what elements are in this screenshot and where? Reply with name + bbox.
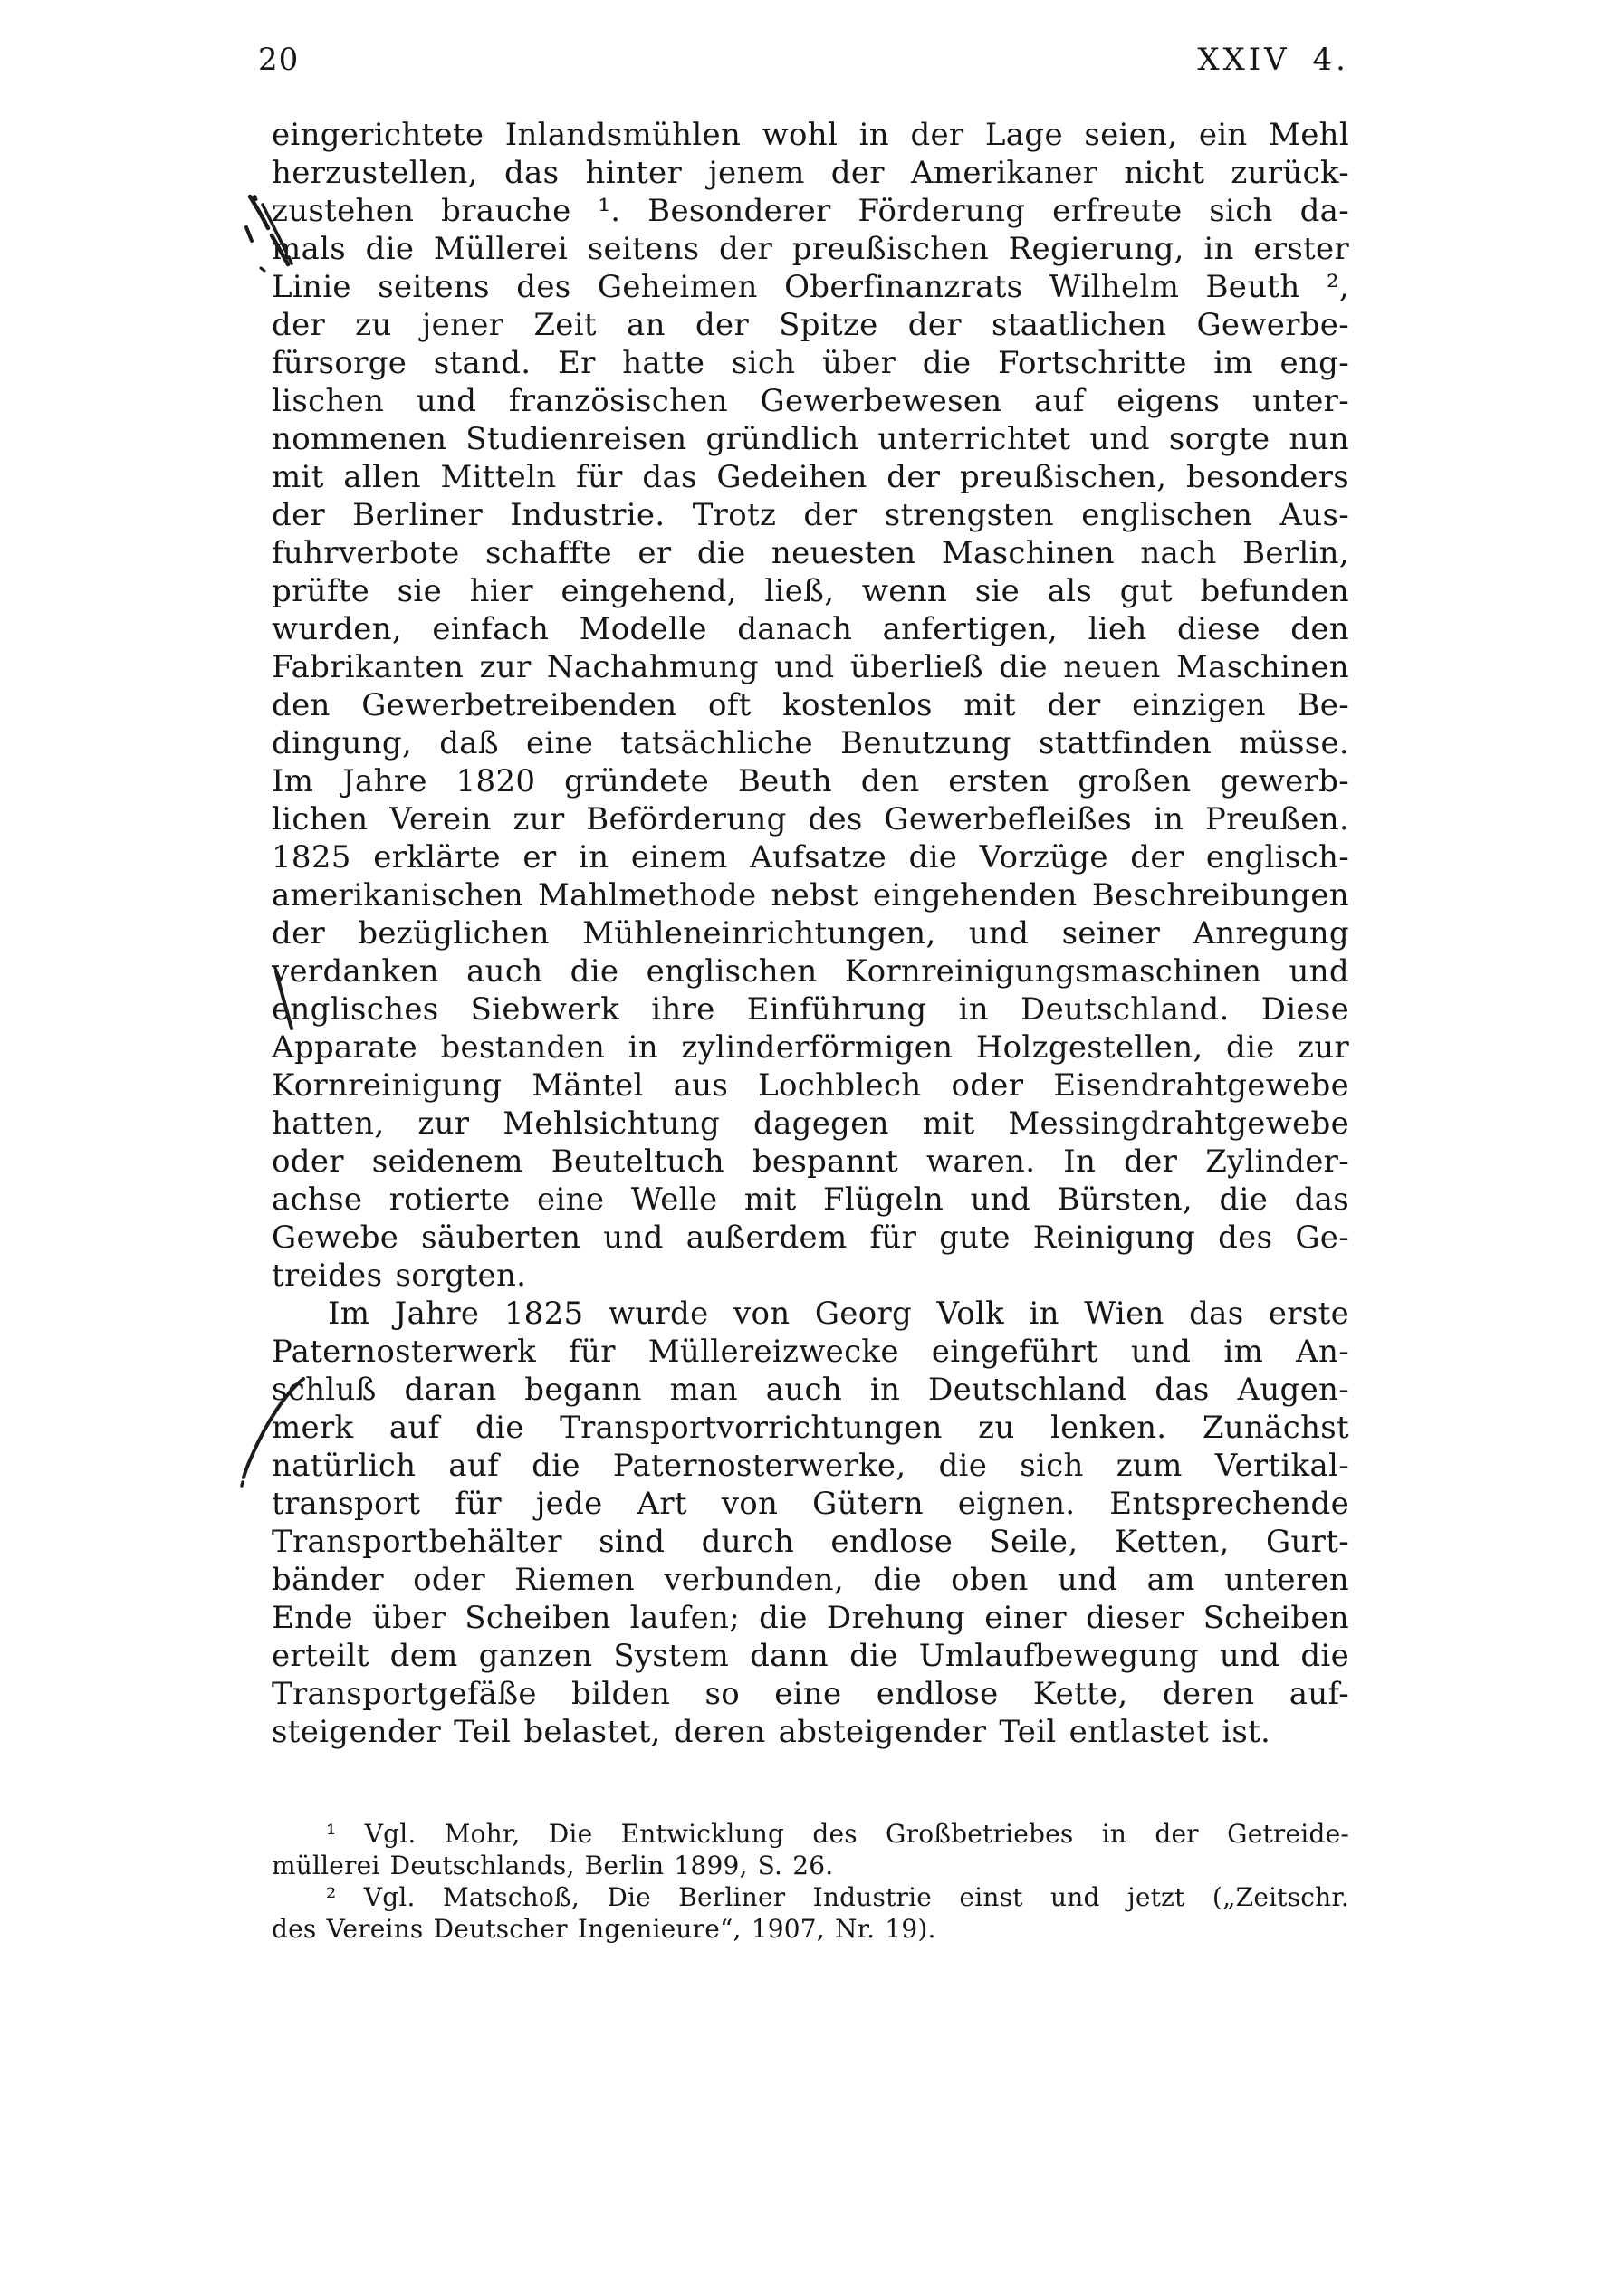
- text-line: Transportbehälter sind durch endlose Seile, Ketten, Gurt-: [272, 1524, 1349, 1560]
- text-line: der zu jener Zeit an der Spitze der staatlichen Gewerbe-: [272, 307, 1349, 343]
- text-line: bänder oder Riemen verbunden, die oben und am unteren: [272, 1562, 1349, 1598]
- text-line: prüfte sie hier eingehend, ließ, wenn sie als gut befunden: [272, 573, 1349, 609]
- footnote: [272, 1881, 1349, 1945]
- text-line: wurden, einfach Modelle danach anfertigen, lieh diese den: [272, 611, 1349, 647]
- text-line: steigender Teil belastet, deren absteigender Teil entlastet ist.: [272, 1714, 1271, 1750]
- text-line: dingung, daß eine tatsächliche Benutzung stattfinden müsse.: [272, 725, 1349, 761]
- text-line: treides sorgten.: [272, 1258, 527, 1294]
- text-line: zustehen brauche ¹. Besonderer Förderung erfreute sich da-: [272, 193, 1349, 229]
- text-line: nommenen Studienreisen gründlich unterrichtet und sorgte nun: [272, 421, 1349, 457]
- text-line: Im Jahre 1820 gründete Beuth den ersten großen gewerb-: [272, 763, 1349, 799]
- text-line: amerikanischen Mahlmethode nebst eingehenden Beschreibungen: [272, 877, 1349, 914]
- text-line: schluß daran begann man auch in Deutschland das Augen-: [272, 1372, 1349, 1408]
- text-line: Gewebe säuberten und außerdem für gute Reinigung des Ge-: [272, 1220, 1349, 1256]
- text-line: merk auf die Transportvorrichtungen zu lenken. Zunächst: [272, 1410, 1349, 1446]
- text-line: der Berliner Industrie. Trotz der strengsten englischen Aus-: [272, 497, 1349, 533]
- footnote-line: des Vereins Deutscher Ingenieure“, 1907, Nr. 19).: [272, 1914, 936, 1944]
- text-line: eingerichtete Inlandsmühlen wohl in der Lage seien, ein Mehl: [272, 117, 1349, 153]
- text-line: der bezüglichen Mühleneinrichtungen, und seiner Anregung: [272, 915, 1349, 952]
- text-line: Linie seitens des Geheimen Oberfinanzrats Wilhelm Beuth ²,: [272, 269, 1349, 305]
- footnote: [272, 1818, 1349, 1881]
- text-line: Transportgefäße bilden so eine endlose Kette, deren auf-: [272, 1676, 1349, 1712]
- text-line: Fabrikanten zur Nachahmung und überließ die neuen Maschinen: [272, 649, 1349, 685]
- page-number: 20: [258, 42, 300, 78]
- text-line: natürlich auf die Paternosterwerke, die sich zum Vertikal-: [272, 1448, 1349, 1484]
- text-line: den Gewerbetreibenden oft kostenlos mit der einzigen Be-: [272, 687, 1349, 723]
- footnote-line: ¹ Vgl. Mohr, Die Entwicklung des Großbetriebes in der Getreide-: [326, 1819, 1349, 1849]
- footnote-line: ² Vgl. Matschoß, Die Berliner Industrie einst und jetzt („Zeitschr.: [326, 1882, 1349, 1912]
- body-text: [272, 116, 1349, 1751]
- text-line: transport für jede Art von Gütern eignen. Entsprechende: [272, 1486, 1349, 1522]
- text-line: achse rotierte eine Welle mit Flügeln und Bürsten, die das: [272, 1181, 1349, 1218]
- text-line: Im Jahre 1825 wurde von Georg Volk in Wien das erste: [328, 1296, 1349, 1332]
- text-line: lichen Verein zur Beförderung des Gewerbefleißes in Preußen.: [272, 801, 1349, 837]
- page-header: [258, 42, 1349, 78]
- footnotes: [272, 1818, 1349, 1945]
- text-line: oder seidenem Beuteltuch bespannt waren. In der Zylinder-: [272, 1143, 1349, 1180]
- text-line: Kornreinigung Mäntel aus Lochblech oder Eisendrahtgewebe: [272, 1067, 1349, 1104]
- text-line: Apparate bestanden in zylinderförmigen Holzgestellen, die zur: [272, 1029, 1349, 1066]
- paragraph: [272, 1295, 1349, 1751]
- text-line: mit allen Mitteln für das Gedeihen der preußischen, besonders: [272, 459, 1349, 495]
- text-line: Ende über Scheiben laufen; die Drehung einer dieser Scheiben: [272, 1600, 1349, 1636]
- footnote-line: müllerei Deutschlands, Berlin 1899, S. 26.: [272, 1851, 834, 1880]
- text-line: 1825 erklärte er in einem Aufsatze die Vorzüge der englisch-: [272, 839, 1349, 875]
- text-line: herzustellen, das hinter jenem der Amerikaner nicht zurück-: [272, 155, 1349, 191]
- text-line: lischen und französischen Gewerbewesen auf eigens unter-: [272, 383, 1349, 419]
- text-line: mals die Müllerei seitens der preußischen Regierung, in erster: [272, 231, 1349, 267]
- text-line: fuhrverbote schaffte er die neuesten Maschinen nach Berlin,: [272, 535, 1349, 571]
- text-line: fürsorge stand. Er hatte sich über die Fortschritte im eng-: [272, 345, 1349, 381]
- paragraph: [272, 116, 1349, 1295]
- text-line: Paternosterwerk für Müllereizwecke eingeführt und im An-: [272, 1334, 1349, 1370]
- text-line: verdanken auch die englischen Kornreinigungsmaschinen und: [272, 953, 1349, 990]
- chapter-mark: XXIV 4.: [1197, 42, 1349, 78]
- text-line: erteilt dem ganzen System dann die Umlaufbewegung und die: [272, 1638, 1349, 1674]
- text-line: hatten, zur Mehlsichtung dagegen mit Messingdrahtgewebe: [272, 1105, 1349, 1142]
- text-line: englisches Siebwerk ihre Einführung in Deutschland. Diese: [272, 991, 1349, 1028]
